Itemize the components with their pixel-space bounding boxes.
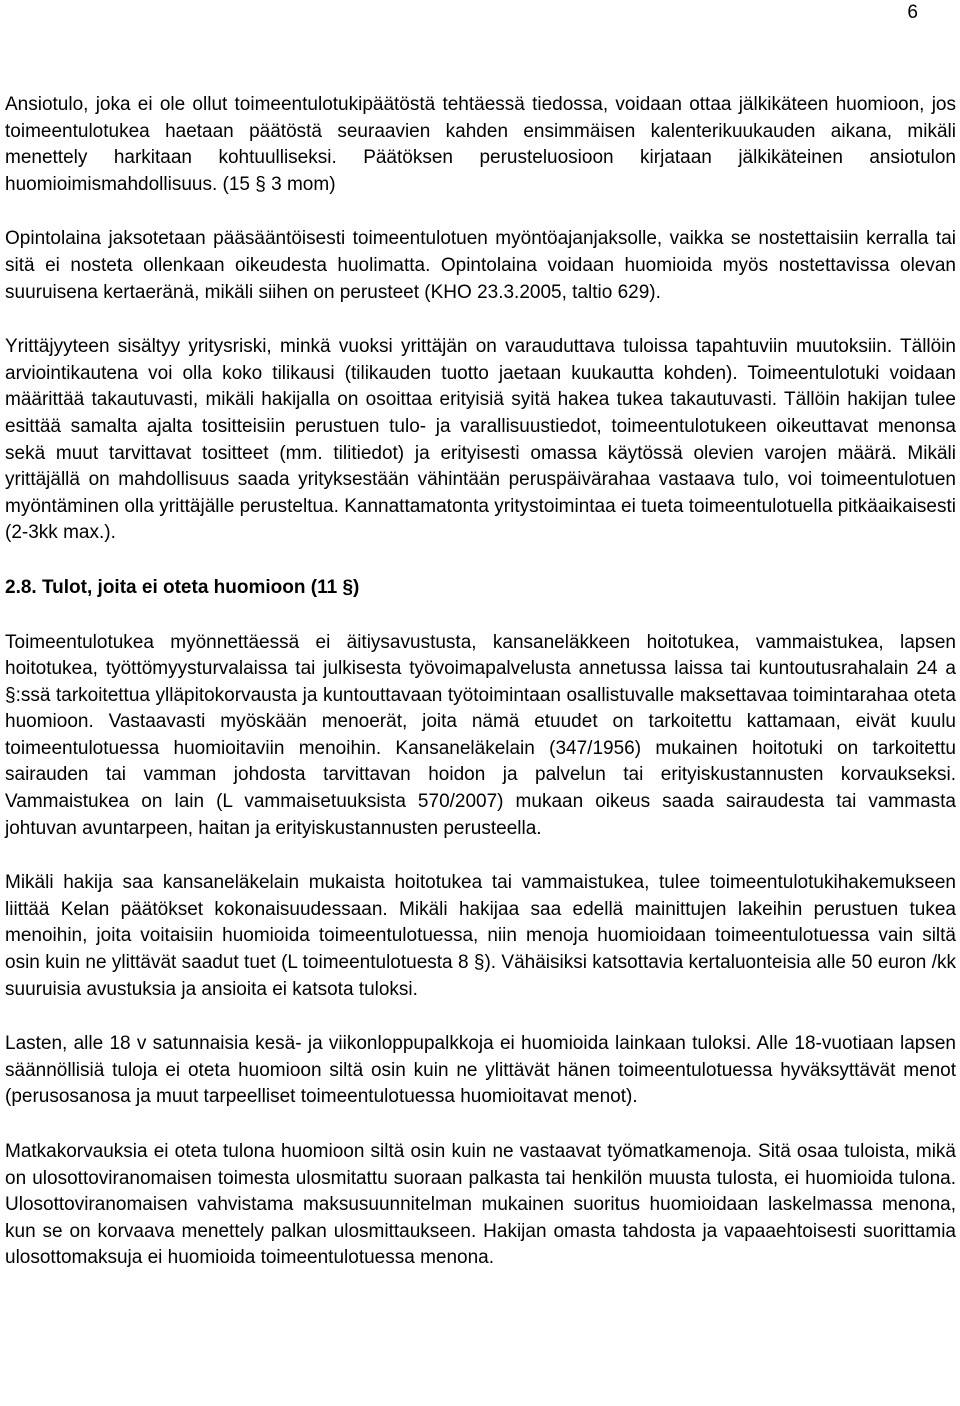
paragraph-entrepreneurship: Yrittäjyyteen sisältyy yritysriski, minkä vuoksi yrittäjän on varauduttava tuloissa tapahtuviin muutoksiin. Tällöin arviointikautena voi olla koko tilikausi (tilikauden tuotto jaetaan kuukautta kohden). Toimeentulotuki voidaan määrittää takautuvasti, mikäli hakijalla on osoittaa erityisiä syitä hakea tukea takautuvasti. Tällöin hakijan tulee esittää samalta ajalta tositteisiin perustuen tulo- ja varallisuustiedot, toimeentulotukeen oikeuttavat menonsa sekä muut tarvittavat tositteet (mm. tilitiedot) ja erityisesti omassa käytössä olevien varojen määrä. Mikäli yrittäjällä on mahdollisuus saada yrityksestään vähintään peruspäivärahaa vastaava tulo, voi toimeentulotuen myöntäminen olla yrittäjälle perusteltua. Kannattamatonta yritystoimintaa ei tueta toimeentulotuella pitkäaikaisesti (2-3kk max.).: [5, 336, 956, 544]
paragraph-student-loan: Opintolaina jaksotetaan pääsääntöisesti toimeentulotuen myöntöajanjaksolle, vaikka se nostettaisiin kerralla tai sitä ei nosteta ollenkaan oikeudesta huolimatta. Opintolaina voidaan huomioida myös nostettavissa olevan suuruisena kertaeränä, mikäli siihen on perusteet (KHO 23.3.2005, taltio 629).: [5, 228, 956, 303]
paragraph-children-income: Lasten, alle 18 v satunnaisia kesä- ja viikonloppupalkkoja ei huomioida lainkaan tuloksi. Alle 18-vuotiaan lapsen säännöllisiä tuloja ei oteta huomioon siltä osin kuin ne ylittävät hänen toimeentulotuessa hyväksyttävät menot (perusosanosa ja muut tarpeelliset toimeentulotuessa huomioitavat menot).: [5, 1033, 956, 1108]
page-number: 6: [907, 2, 918, 23]
paragraph-excluded-benefits: Toimeentulotukea myönnettäessä ei äitiysavustusta, kansaneläkkeen hoitotukea, vammaistukea, lapsen hoitotukea, työttömyysturvalaissa tai julkisesta työvoimapalvelusta annetussa laissa tai kuntoutusrahalain 24 a §:ssä tarkoitettua ylläpitokorvausta ja kuntouttavaan työtoimintaan osallistuvalle maksettavaa toimintarahaa oteta huomioon. Vastaavasti myöskään menoerät, joita nämä etuudet on tarkoitettu kattamaan, eivät kuulu toimeentulotuessa huomioitaviin menoihin. Kansaneläkelain (347/1956) mukainen hoitotuki on tarkoitettu sairauden tai vamman johdosta tarvittavan hoidon ja palvelun tai erityiskustannusten korvaukseksi. Vammaistukea on lain (L vammaisetuuksista 570/2007) mukaan oikeus saada sairaudesta tai vammasta johtuvan avuntarpeen, haitan ja erityiskustannusten perusteella.: [5, 631, 956, 839]
section-heading: 2.8. Tulot, joita ei oteta huomioon (11 §): [5, 576, 360, 598]
paragraph-travel-and-distraint: Matkakorvauksia ei oteta tulona huomioon siltä osin kuin ne vastaavat työmatkamenoja. Sitä osaa tuloista, mikä on ulosottoviranomaisen toimesta ulosmitattu suoraan palkasta tai henkilön muusta tulosta, ei huomioida tulona. Ulosottoviranomaisen vahvistama maksusuunnitelman mukainen suoritus huomioidaan laskelmassa menona, kun se on korvaava menettely palkan ulosmittaukseen. Hakijan omasta tahdosta ja vapaaehtoisesti suorittamia ulosottomaksuja ei huomioida toimeentulotuessa menona.: [5, 1141, 956, 1269]
paragraph-retroactive-income: Ansiotulo, joka ei ole ollut toimeentulotukipäätöstä tehtäessä tiedossa, voidaan ottaa jälkikäteen huomioon, jos toimeentulotukea haetaan päätöstä seuraavien kahden ensimmäisen kalenterikuukauden aikana, mikäli menettely harkitaan kohtuulliseksi. Päätöksen perusteluosioon kirjataan jälkikäteinen ansiotulon huomioimismahdollisuus. (15 § 3 mom): [5, 94, 956, 195]
page-content: [5, 92, 956, 1300]
paragraph-care-allowance: Mikäli hakija saa kansaneläkelain mukaista hoitotukea tai vammaistukea, tulee toimeentulotukihakemukseen liittää Kelan päätökset kokonaisuudessaan. Mikäli hakijaa saa edellä mainittujen lakeihin perustuen tukea menoihin, joita voitaisiin huomioida toimeentulotuessa, niin menoja huomioidaan toimeentulotuessa vain siltä osin kuin ne ylittävät saadut tuet (L toimeentulotuesta 8 §). Vähäisiksi katsottavia kertaluonteisia alle 50 euron /kk suuruisia avustuksia ja ansioita ei katsota tuloksi.: [5, 872, 956, 1000]
